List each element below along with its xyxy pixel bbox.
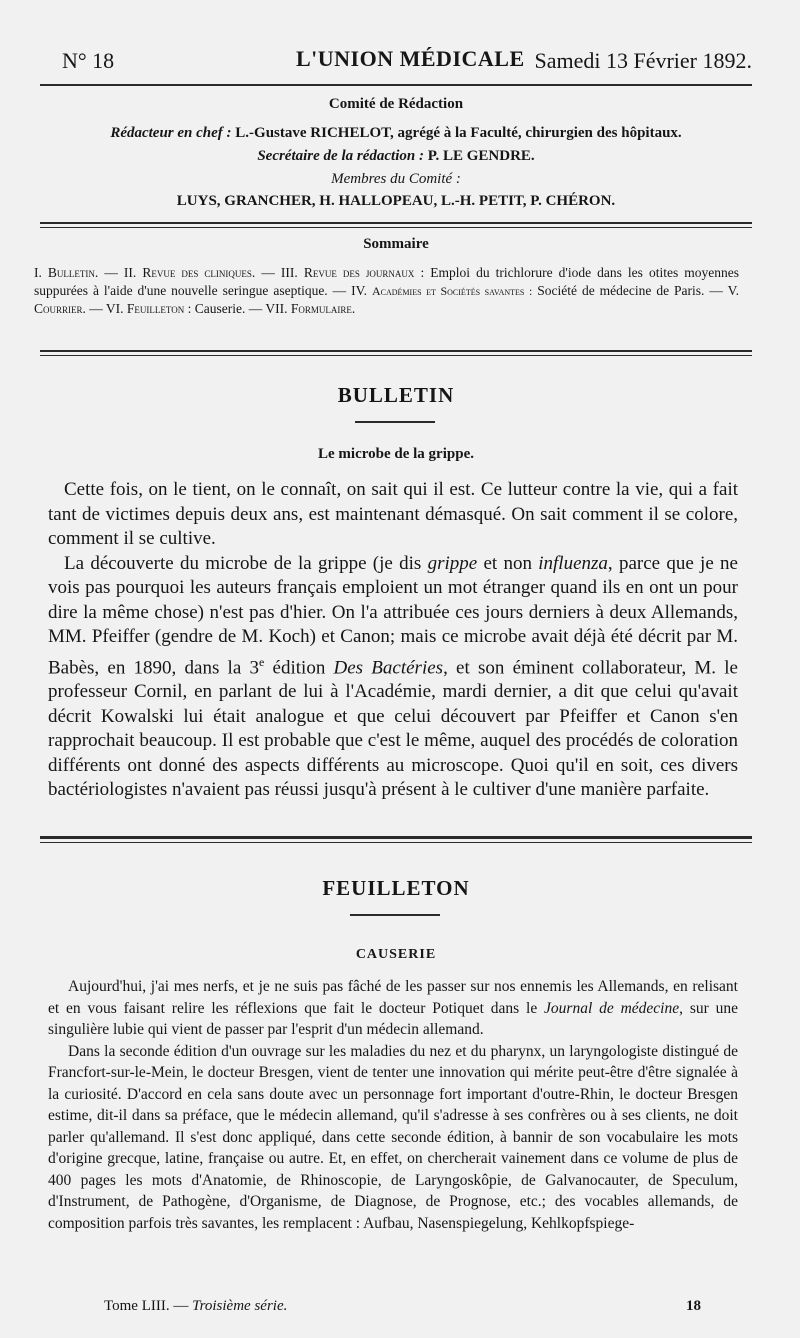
- feuilleton-paragraph-2: Dans la seconde édition d'un ouvrage sur les maladies du nez et du pharynx, un laryngologiste distingué de Francfort-sur-le-Mein, le docteur Bresgen, vient de tenter une innovation qui mérite peut-être d'être signalée à la curiosité. D'accord en cela sans doute avec un personnage fort important d'outre-Rhin, le docteur Bresgen estime, dit-il dans sa préface, que le médecin allemand, qu'il s'adresse à ses confrères ou à ses clients, ne doit parler qu'allemand. Il s'est donc appliqué, dans cette seconde édition, à bannir de son vocabulaire les mots d'origine grecque, latine, française ou autre. Et, en effet, on chercherait vainement dans ce volume de plus de 400 pages les mots d'Anatomie, de Rhinoscopie, de Laryngoskôpie, de Galvanocauter, de Speculum, d'Instrument, de Pathogène, d'Organisme, de Diagnose, de Prognose, etc.; des vocables allemands, de composition parfois très savantes, les remplacent : Aufbau, Nasenspiegelung, Kehlkopfspiege-: [48, 1042, 738, 1232]
- sommaire-revue-journaux: Revue des journaux :: [303, 265, 425, 280]
- secretary-name: P. LE GENDRE.: [427, 148, 535, 164]
- feuilleton-p1-part-a: Aujourd'hui, j'ai mes nerfs, et je ne suis pas fâché de les passer sur nos ennemis les Allemands, en relisant et en vous faisant relire les réflexions que fait le docteur Potiquet dans le: [48, 978, 738, 1017]
- sommaire-sep-6: — VI.: [85, 301, 127, 316]
- sommaire-formulaire: Formulaire.: [290, 301, 356, 316]
- feuilleton-heading: FEUILLETON: [322, 876, 470, 900]
- bulletin-p2-grippe: grippe: [427, 552, 478, 574]
- issue-number: N° 18: [62, 48, 115, 73]
- sommaire-article: Emploi du trichlorure d'iode dans les otites moyennes suppurées à l'aide d'une nouvelle seringue aseptique. — IV.: [34, 265, 739, 298]
- bulletin-body: [48, 478, 738, 803]
- comite-rule-1: [40, 222, 752, 224]
- bulletin-p2-part-e: , et son éminent collaborateur, M. le professeur Cornil, en parlant de lui à l'Académie, mardi dernier, a dit que celui qu'avait décrit Kowalski lui était analogue et que celui découvert par Pfeiffer et Canon s'en rapprochait beaucoup. Il est probable que c'est le même, auquel des procédés de coloration différents ont donné des aspects différents au microscope. Quoi qu'il en soit, ces divers bactériologistes n'avaient pas réussi jusqu'à présent à le cultiver d'une manière parfaite.: [48, 656, 738, 801]
- editor-name: L.-Gustave RICHELOT, agrégé à la Faculté, chirurgien des hôpitaux.: [235, 125, 682, 141]
- sommaire-sep-2: — II.: [98, 265, 143, 280]
- sommaire-rule-1: [40, 350, 752, 352]
- sommaire-sep-3: — III.: [255, 265, 304, 280]
- bulletin-p2-influenza: influenza: [538, 552, 608, 574]
- sommaire-societe: Société de médecine de Paris. — V.: [532, 283, 739, 298]
- bulletin-p2-part-b: et non: [477, 552, 539, 574]
- editor-line: [40, 122, 752, 145]
- bulletin-paragraph-2: [48, 552, 738, 803]
- comite-rule-2: [40, 227, 752, 228]
- secretary-line: [40, 145, 752, 168]
- bulletin-subheading: Le microbe de la grippe.: [318, 446, 474, 462]
- footer-serie: Troisième série.: [192, 1298, 288, 1314]
- feuilleton-subheading: CAUSERIE: [355, 947, 437, 962]
- sommaire-rule-2: [40, 355, 752, 356]
- feuilleton-p1-journal: Journal de médecine: [544, 999, 680, 1017]
- secretary-label: Secrétaire de la rédaction :: [257, 148, 424, 164]
- bulletin-heading: BULLETIN: [337, 383, 455, 407]
- bulletin-p2-sup: e: [259, 654, 265, 669]
- sommaire-body: [34, 264, 739, 318]
- feuilleton-p1-part-b: , sur une singulière lubie qui vient de passer par l'esprit d'un médecin allemand.: [48, 999, 738, 1038]
- sommaire-bulletin: I. Bulletin.: [34, 265, 99, 280]
- bulletin-p2-part-d: édition: [264, 656, 334, 678]
- comite-heading: Comité de Rédaction: [328, 96, 464, 112]
- footer-tome-label: Tome LIII. —: [104, 1298, 193, 1314]
- sommaire-heading: Sommaire: [363, 236, 429, 252]
- masthead: [62, 44, 752, 78]
- members-names: LUYS, GRANCHER, H. HALLOPEAU, L.-H. PETIT, P. CHÉRON.: [176, 193, 616, 209]
- sommaire-feuilleton: Feuilleton :: [126, 301, 192, 316]
- footer-tome: [104, 1298, 287, 1315]
- issue-date: Samedi 13 Février 1892.: [534, 48, 752, 73]
- sommaire-revue-cliniques: Revue des cliniques.: [142, 265, 256, 280]
- feuilleton-short-rule: [350, 914, 440, 916]
- sommaire-academies: Académies et Sociétés savantes :: [371, 284, 533, 298]
- bulletin-short-rule: [355, 421, 435, 423]
- members-label: Membres du Comité :: [331, 171, 461, 187]
- sommaire-courrier: Courrier.: [34, 301, 86, 316]
- bulletin-rule-1: [40, 836, 752, 839]
- bulletin-p2-bacteries: Des Bactéries: [333, 656, 444, 678]
- bulletin-paragraph-1: Cette fois, on le tient, on le connaît, on sait qui il est. Ce lutteur contre la vie, qui a fait tant de victimes depuis deux ans, est maintenant démasqué. On sait comment il se colore, comment il se cultive.: [48, 479, 738, 549]
- feuilleton-body: [48, 976, 738, 1234]
- bulletin-p2-part-a: La découverte du microbe de la grippe (je dis: [64, 552, 428, 574]
- editor-label: Rédacteur en chef :: [110, 125, 232, 141]
- journal-title: L'UNION MÉDICALE: [296, 46, 525, 71]
- feuilleton-paragraph-1: [48, 976, 738, 1041]
- bulletin-p2-part-c: , parce que je ne vois pas pourquoi les auteurs français emploient un mot étranger quand ils en ont un pour dire la même chose) n'est pas d'hier. On l'a attribuée ces jours derniers à deux Allemands, MM. Pfeiffer (gendre de M. Koch) et Canon; mais ce microbe avait déjà été décrit par M. Babès, en 1890, dans la 3: [48, 552, 738, 678]
- sommaire-causerie: Causerie. — VII.: [191, 301, 291, 316]
- bulletin-rule-2: [40, 842, 752, 843]
- footer-page-number: 18: [686, 1298, 701, 1314]
- header-rule: [40, 84, 752, 86]
